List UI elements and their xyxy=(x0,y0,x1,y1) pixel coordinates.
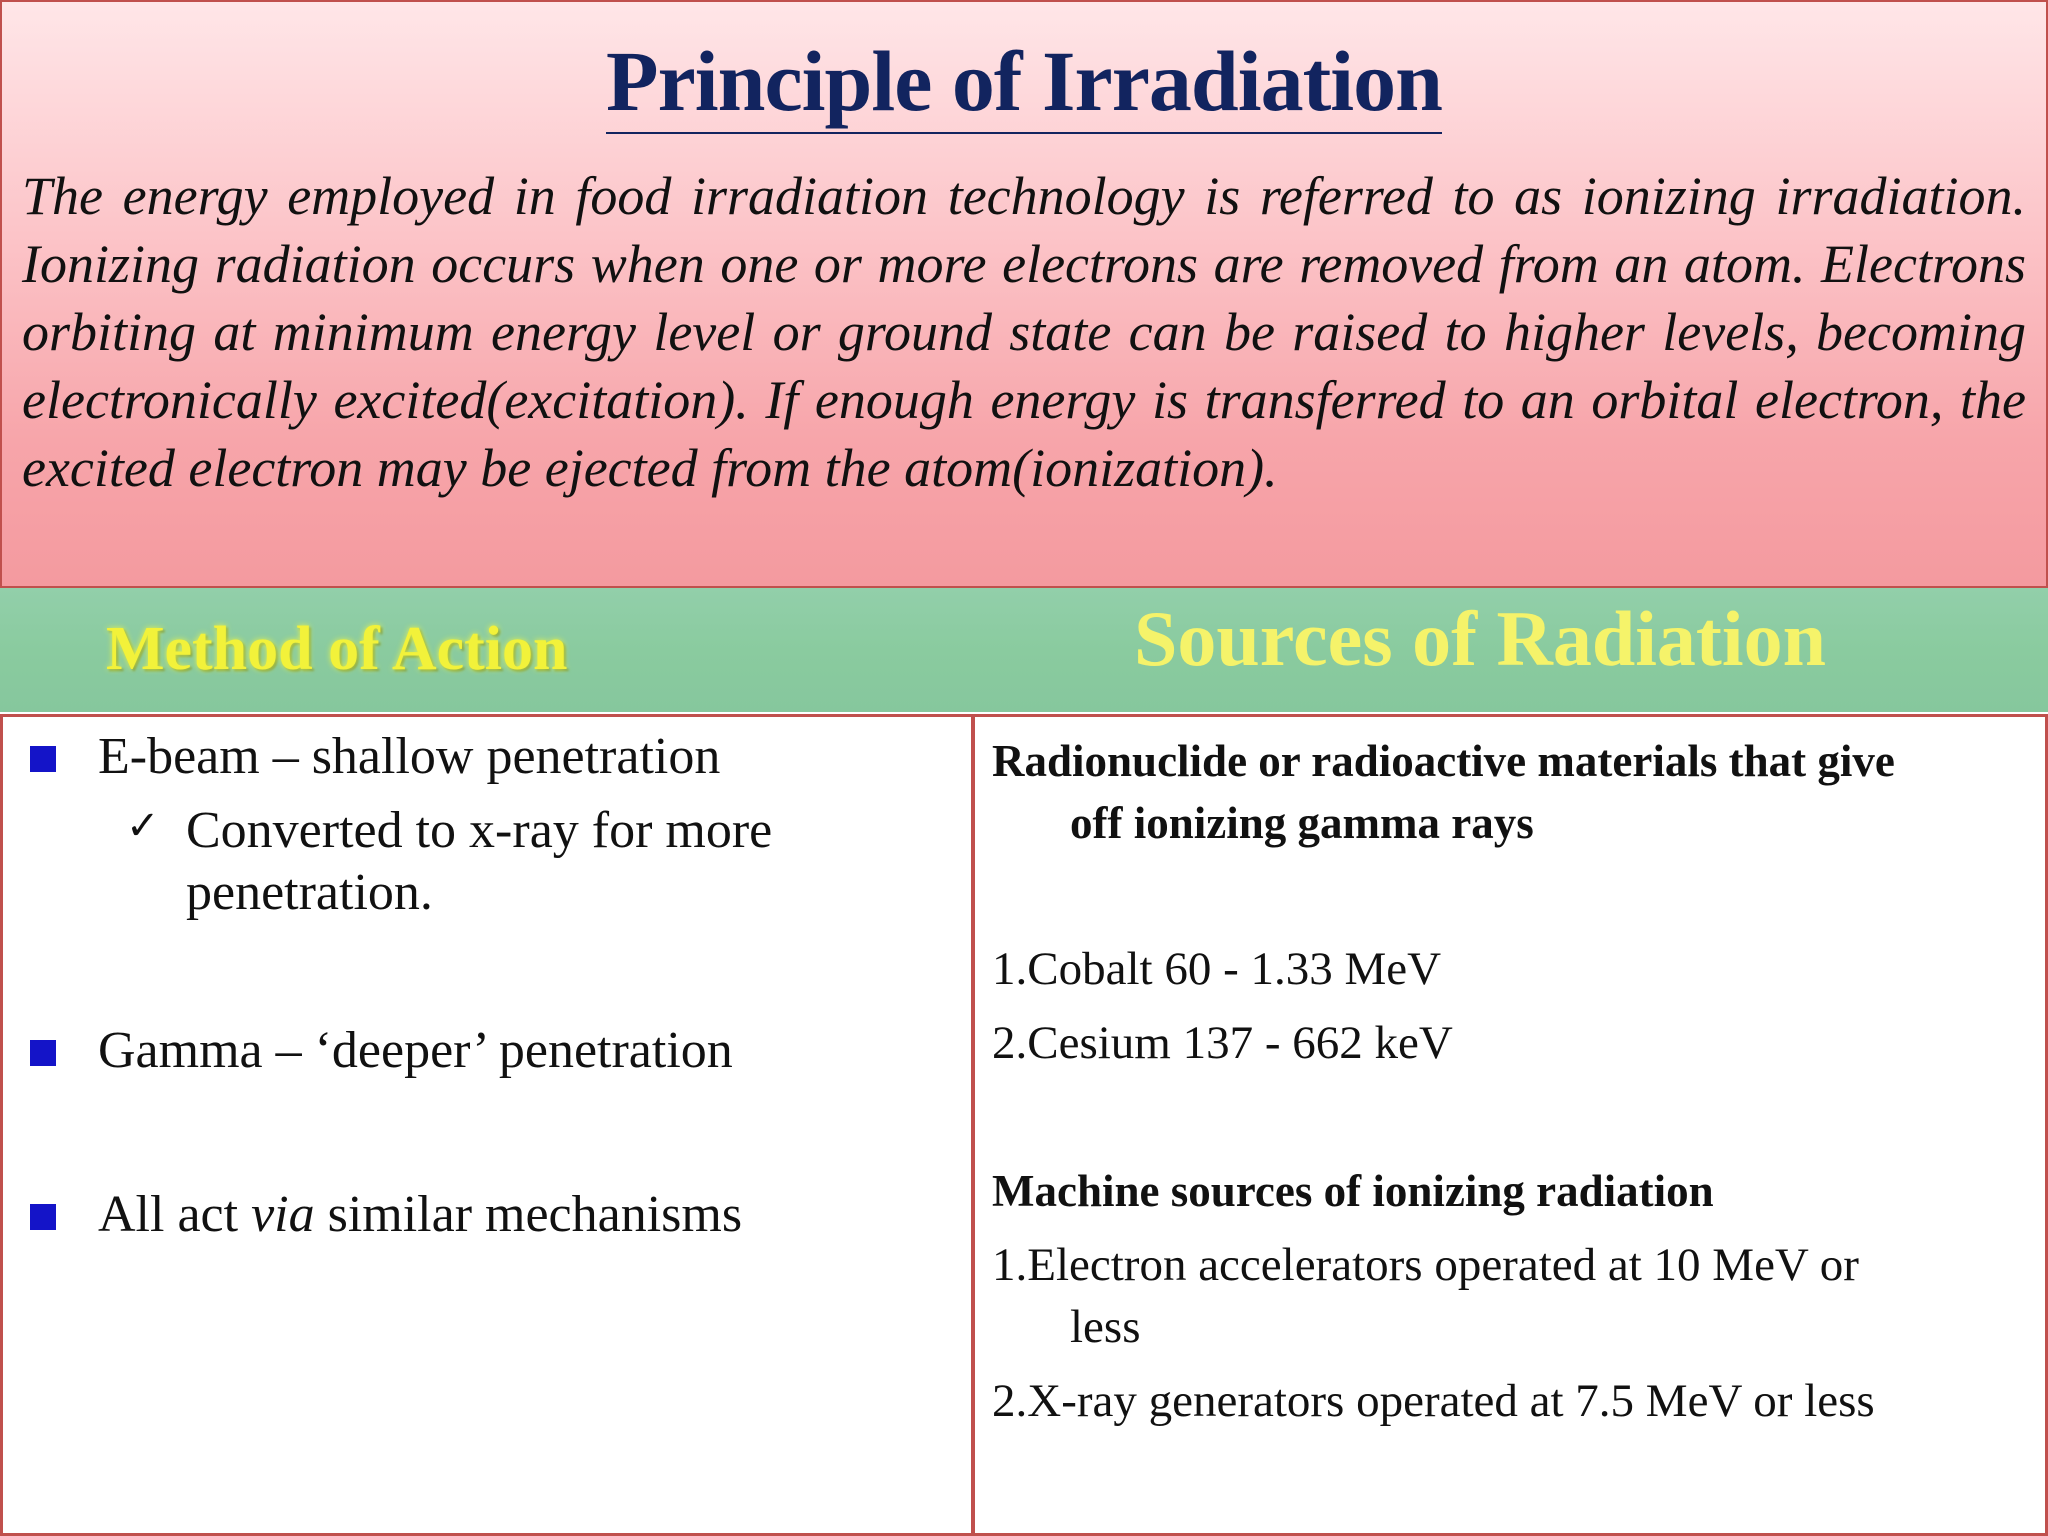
machine-item-electron-line2: less xyxy=(1070,1301,1141,1353)
method-item-ebeam: E-beam – shallow penetration xyxy=(98,728,721,785)
method-subitem-line1: Converted to x-ray for more xyxy=(186,802,773,859)
method-of-action-heading: Method of Action xyxy=(106,615,568,683)
radionuclide-heading-line2: off ionizing gamma rays xyxy=(1070,798,1534,848)
radionuclide-item-cesium: 2.Cesium 137 - 662 keV xyxy=(992,1017,1453,1069)
sources-of-radiation-heading: Sources of Radiation xyxy=(1134,595,1826,682)
radionuclide-heading-line1: Radionuclide or radioactive materials that give xyxy=(992,736,1895,786)
machine-item-xray: 2.X-ray generators operated at 7.5 MeV or less xyxy=(992,1375,1875,1427)
intro-paragraph: The energy employed in food irradiation technology is referred to as ionizing irradiation. Ionizing radiation occurs when one or more electrons are removed from an atom. Electrons orbiting at minimum energy level or ground state can be raised to higher levels, becoming electronically excited(excitation). If enough energy is transferred to an orbital electron, the excited electron may be ejected from the atom(ionization). xyxy=(22,166,2026,498)
method-subitem-line2: penetration. xyxy=(186,864,433,921)
method-item-gamma: Gamma – ‘deeper’ penetration xyxy=(98,1022,733,1079)
machine-item-electron-line1: 1.Electron accelerators operated at 10 MeV or xyxy=(992,1239,1859,1291)
square-bullet-icon xyxy=(30,1204,56,1230)
square-bullet-icon xyxy=(30,1040,56,1066)
page-title-text: Principle of Irradiation xyxy=(606,38,1442,134)
method-item-mechanisms: All act via similar mechanisms xyxy=(98,1186,743,1243)
machine-sources-heading: Machine sources of ionizing radiation xyxy=(992,1166,1714,1216)
square-bullet-icon xyxy=(30,746,56,772)
page-title xyxy=(0,33,2048,134)
radionuclide-item-cobalt: 1.Cobalt 60 - 1.33 MeV xyxy=(992,943,1442,995)
checkmark-icon: ✓ xyxy=(126,803,160,849)
